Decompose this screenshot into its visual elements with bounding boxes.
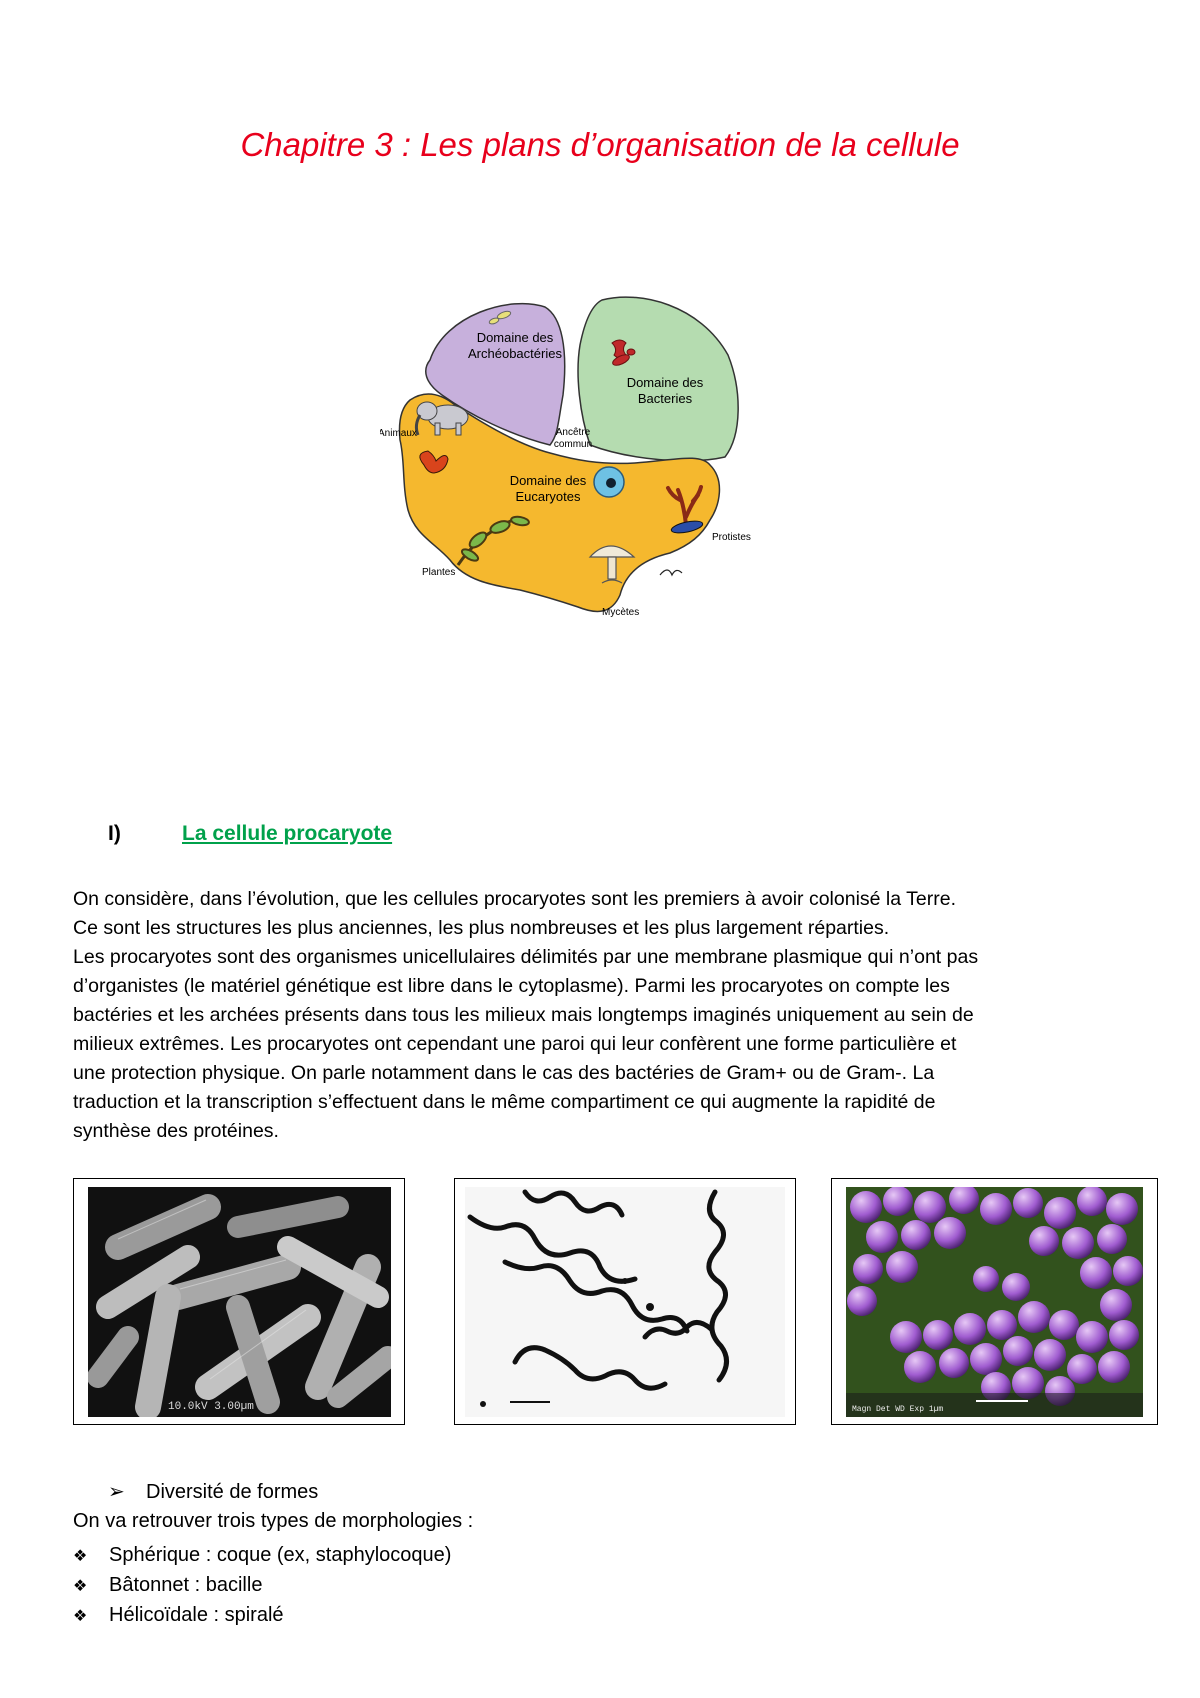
paragraph-line: une protection physique. On parle notamment dans le cas des bactéries de Gram+ ou de Gram-. La [73,1062,935,1084]
eukaryotes-label-line1: Domaine des [509,473,587,488]
morphology-list [73,1540,451,1630]
morphology-intro: On va retrouver trois types de morphologies : [73,1510,474,1532]
diamond-bullet-icon: ❖ [73,1608,88,1625]
arrow-bullet-icon: ➢ [108,1481,125,1503]
paragraph-line: traduction et la transcription s’effectuent dans le même compartiment ce qui augmente la rapidité de [73,1091,936,1113]
section-heading-row [108,822,392,846]
list-item [73,1600,451,1630]
bacteria-label-line1: Domaine des [626,375,704,390]
animals-label: Animaux [380,428,417,439]
diamond-bullet-icon: ❖ [73,1578,88,1595]
list-item [73,1570,451,1600]
diamond-bullet-icon: ❖ [73,1548,88,1565]
archaea-label-line2: Archéobactéries [468,346,562,361]
spirilla-micrograph [465,1187,785,1417]
bacilli-micrograph [88,1187,391,1417]
eukaryotic-cell-icon [594,467,624,497]
cocci-micrograph-frame [831,1178,1158,1425]
bacilli-caption: 10.0kV 3.00µm [168,1401,254,1413]
paragraph-line: Ce sont les structures les plus anciennes, les plus nombreuses et les plus largement réparties. [73,917,890,939]
paragraph-line: bactéries et les archées présents dans tous les milieux mais longtemps imaginés uniquement au sein de [73,1004,974,1026]
section-heading: La cellule procaryote [182,822,393,845]
plants-label: Plantes [422,567,456,578]
paragraph-line: On considère, dans l’évolution, que les cellules procaryotes sont les premiers à avoir colonisé la Terre. [73,888,957,910]
bacteria-label-line2: Bacteries [637,391,693,406]
cocci-micrograph [846,1187,1143,1417]
page-title: Chapitre 3 : Les plans d’organisation de la cellule [240,126,960,163]
bacilli-micrograph-frame [73,1178,405,1425]
tree-of-life-diagram [380,295,830,670]
section-number: I) [108,822,121,845]
archaea-label-line1: Domaine des [476,330,554,345]
list-item-text: Bâtonnet : bacille [109,1574,263,1596]
protists-label: Protistes [712,532,751,543]
fungi-label: Mycètes [602,607,640,618]
ancestor-label-line1: Ancêtre [555,427,591,438]
subsection-title: Diversité de formes [146,1481,319,1503]
paragraph-line: synthèse des protéines. [73,1120,279,1142]
cocci-caption: Magn Det WD Exp 1µm [852,1405,944,1414]
list-item [73,1540,451,1570]
subsection-heading [108,1479,318,1504]
paragraph-line: Les procaryotes sont des organismes unicellulaires délimités par une membrane plasmique qui n’ont pas [73,946,979,968]
eukaryotes-label-line2: Eucaryotes [515,489,581,504]
paragraph-line: d’organistes (le matériel génétique est libre dans le cytoplasme). Parmi les procaryotes on compte les [73,975,950,997]
list-item-text: Hélicoïdale : spiralé [109,1604,284,1626]
list-item-text: Sphérique : coque (ex, staphylocoque) [109,1544,452,1566]
paragraph-line: milieux extrêmes. Les procaryotes ont cependant une paroi qui leur confèrent une forme particulière et [73,1033,957,1055]
ancestor-label-line2: commun [553,439,593,450]
artist-signature-icon [660,570,682,575]
intro-paragraph [73,885,1133,1146]
spirilla-micrograph-frame [454,1178,796,1425]
